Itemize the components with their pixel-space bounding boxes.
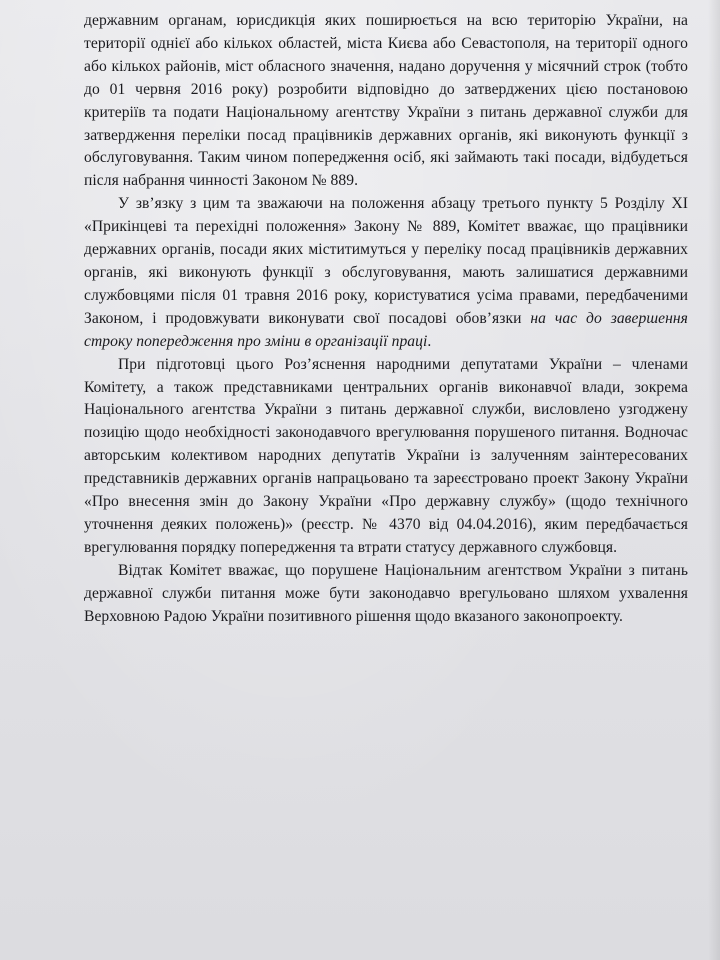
paragraph-2-end: .	[427, 332, 432, 350]
paragraph-2-text: У зв’язку з цим та зважаючи на положення абзацу третього пункту 5 Розділу XI «Прикінцеві та перехідні положення» Закону № 889, Комітет вважає, що працівники державних органів, посади яких міститимуться у переліку посад працівників державних органів, які виконують функції з обслуговування, мають залишатися державними службовцями після 01 травня 2016 року, користуватися усіма правами, передбаченими Законом, і продовжувати виконувати свої посадові обов’язки	[84, 195, 688, 327]
paragraph-4: Відтак Комітет вважає, що порушене Національним агентством України з питань державної служби питання може бути законодавчо врегульовано шляхом ухвалення Верховною Радою України позитивного рішення щодо вказаного законопроекту.	[84, 561, 688, 625]
paragraph-2-italic: на час до завершення строку попередження про зміни в організації праці	[84, 309, 688, 350]
paragraph-3: При підготовці цього Роз’яснення народними депутатами України – членами Комітету, а також представниками центральних органів виконавчої влади, зокрема Національного агентства України з питань державної служби, висловлено узгоджену позицію щодо необхідності законодавчого врегулювання порушеного питання. Водночас авторським колективом народних депутатів України із залученням заінтересованих представників державних органів напрацьовано та зареєстровано проект Закону України «Про внесення змін до Закону України «Про державну службу» (щодо технічного уточнення деяких положень)» (реєстр. № 4370 від 04.04.2016), яким передбачається врегулювання порядку попередження та втрати статусу державного службовця.	[84, 355, 688, 556]
document-body	[84, 10, 688, 628]
paragraph-2	[84, 193, 688, 353]
paragraph-1: державним органам, юрисдикція яких поширюється на всю територію України, на території однієї або кількох областей, міста Києва або Севастополя, на території одного або кількох районів, міст обласного значення, надано доручення у місячний строк (тобто до 01 червня 2016 року) розробити відповідно до затверджених цією постановою критеріїв та подати Національному агентству України з питань державної служби для затвердження переліки посад працівників державних органів, які виконують функції з обслуговування. Таким чином попередження осіб, які займають такі посади, відбудеться після набрання чинності Законом № 889.	[84, 12, 688, 190]
page-edge-shadow	[708, 0, 720, 960]
